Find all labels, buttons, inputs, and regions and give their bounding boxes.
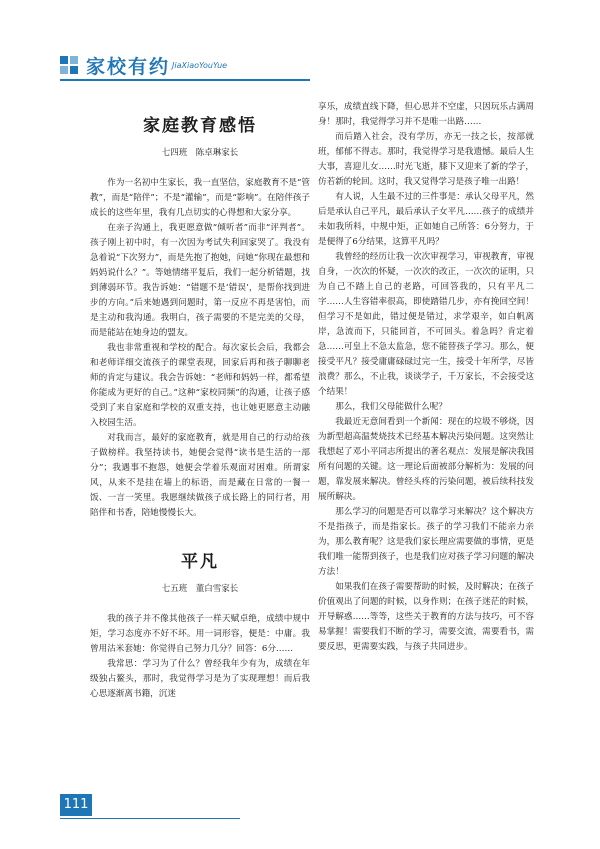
section-pinyin: JiaXiaoYouYue bbox=[172, 61, 228, 70]
article2-title: 平凡 bbox=[181, 552, 219, 572]
article2-paragraph: 那么，我们父母能做什么呢？ bbox=[335, 402, 447, 412]
footer-rule bbox=[60, 818, 240, 819]
article2-paragraph: 我曾经的经历让我一次次审视学习，审视教育，审视自身，一次次的怀疑，一次次的改正，一次次的证明，只为自己不踏上自己的老路，可回答我的，只有平凡二字……人生容错率很高，即使踏错几步，亦有挽回空间！但学习不是如此，错过便是错过，求学艰辛，如白帆离岸，急流而下，只能回首，不可回头。着急吗？肯定着急……可皇上不急太监急，您不能替孩子学习。那么，便接受平凡？接受庸庸碌碌过完一生，接受十年所学，尽皆浪费？那么，不止我，谈谈学子，千万家长，不会接受这个结果！ bbox=[318, 252, 534, 397]
article1-byline: 七四班 陈卓琳家长 bbox=[161, 148, 239, 158]
article1-paragraph: 在亲子沟通上，我更愿意做“倾听者”而非“评判者”。孩子刚上初中时，有一次因为考试失利回家哭了。我没有急着说“下次努力”，而是先抱了抱她，问她“你现在最想和妈妈说什么？”。等她情绪平复后，我们一起分析错题，找到薄弱环节。我告诉她：“错题不是‘错误’，是帮你找到进步的方向。”后来她遇到问题时，第一反应不再是害怕，而是主动和我沟通。我明白，孩子需要的不是完美的父母，而是能站在她身边的盟友。 bbox=[90, 223, 310, 338]
article2-paragraph: 享乐，成绩直线下降，但心思并不空虚，只因玩乐占满周身！那时，我觉得学习并不是唯一出路…… bbox=[318, 102, 534, 127]
article2-paragraph: 那么学习的问题是否可以靠学习来解决？这个解决方不是指孩子，而是指家长。孩子的学习我们不能亲力亲为，那么教育呢？这是我们家长理应需要做的事情，更是我们唯一能帮到孩子，也是我们应对孩子学习问题的解决方法！ bbox=[318, 507, 534, 577]
left-column bbox=[90, 105, 310, 702]
article2-paragraph: 我常思：学习为了什么？曾经我年少有为，成绩在年级独占鳌头，那时，我觉得学习是为了实现理想！而后我心思逐渐离书籍，沉迷 bbox=[90, 659, 310, 699]
section-title: 家校有约 bbox=[86, 56, 171, 78]
article2-paragraph: 我最近无意间看到一个新闻：现在的垃圾不够烧，因为新型超高温焚烧技术已经基本解决污染问题。这突然让我想起了邓小平同志所提出的著名观点：发展是解决我国所有问题的关键。这一理论后面被部分解析为：发展的问题，靠发展来解决。曾经头疼的污染问题，被后续科技发展所解决。 bbox=[318, 417, 534, 502]
header-divider bbox=[60, 79, 310, 81]
article2-byline: 七五班 董白雪家长 bbox=[161, 584, 239, 594]
article2-paragraph: 如果我们在孩子需要帮助的时候，及时解决；在孩子价值观出了问题的时候，以身作则；在孩子迷茫的时候，开导解惑……等等，这些关于教育的方法与技巧，可不容易掌握！需要我们不断的学习，需要交流，需要看书，需要反思，更需要实践，与孩子共同进步。 bbox=[318, 582, 534, 652]
article2-paragraph: 有人说，人生最不过的三件事是：承认父母平凡，然后是承认自己平凡，最后承认子女平凡……孩子的成绩并未如我所料，中规中矩，正如她自己所答：6分努力，于是便得了6分结果，这算平凡吗？ bbox=[318, 192, 534, 247]
article1-title: 家庭教育感悟 bbox=[143, 116, 257, 136]
right-column bbox=[318, 100, 534, 655]
article2-paragraph: 我的孩子并不像其他孩子一样天赋卓绝，成绩中规中矩，学习态度亦不好不坏。用一词形容，便是：中庸。我曾用沽米套她：你觉得自己努力几分？回答：6分…… bbox=[90, 614, 310, 654]
page-number: 111 bbox=[60, 794, 92, 816]
logo-squares-icon bbox=[60, 56, 78, 74]
article2-paragraph: 而后踏入社会，没有学历，亦无一技之长，按部就班，郁郁不得志。那时，我觉得学习是我遗憾。最后人生大事，喜迎儿女……时光飞逝，膝下又迎来了新的学子，仿若新的轮回。这时，我又觉得学习是孩子唯一出路！ bbox=[318, 132, 534, 187]
magazine-header bbox=[60, 48, 520, 82]
article1-paragraph: 对我而言，最好的家庭教育，就是用自己的行动给孩子做榜样。我坚持读书，她便会觉得“读书是生活的一部分”；我遇事不抱怨，她便会学着乐观面对困难。所谓家风，从来不是挂在墙上的标语，而是藏在日常的一餐一饭、一言一笑里。我愿继续做孩子成长路上的同行者，用陪伴和书香，陪她慢慢长大。 bbox=[90, 433, 310, 518]
article1-paragraph: 作为一名初中生家长，我一直坚信，家庭教育不是“管教”，而是“陪伴”；不是“灌输”，而是“影响”。在陪伴孩子成长的这些年里，我有几点切实的心得想和大家分享。 bbox=[90, 178, 310, 218]
article1-paragraph: 我也非常重视和学校的配合。每次家长会后，我都会和老师详细交流孩子的课堂表现，回家后再和孩子聊聊老师的肯定与建议。我会告诉她：“老师和妈妈一样，都希望你能成为更好的自己。”这种“家校同频”的沟通，让孩子感受到了来自家庭和学校的双重支持，也让她更愿意主动融入校园生活。 bbox=[90, 343, 310, 428]
